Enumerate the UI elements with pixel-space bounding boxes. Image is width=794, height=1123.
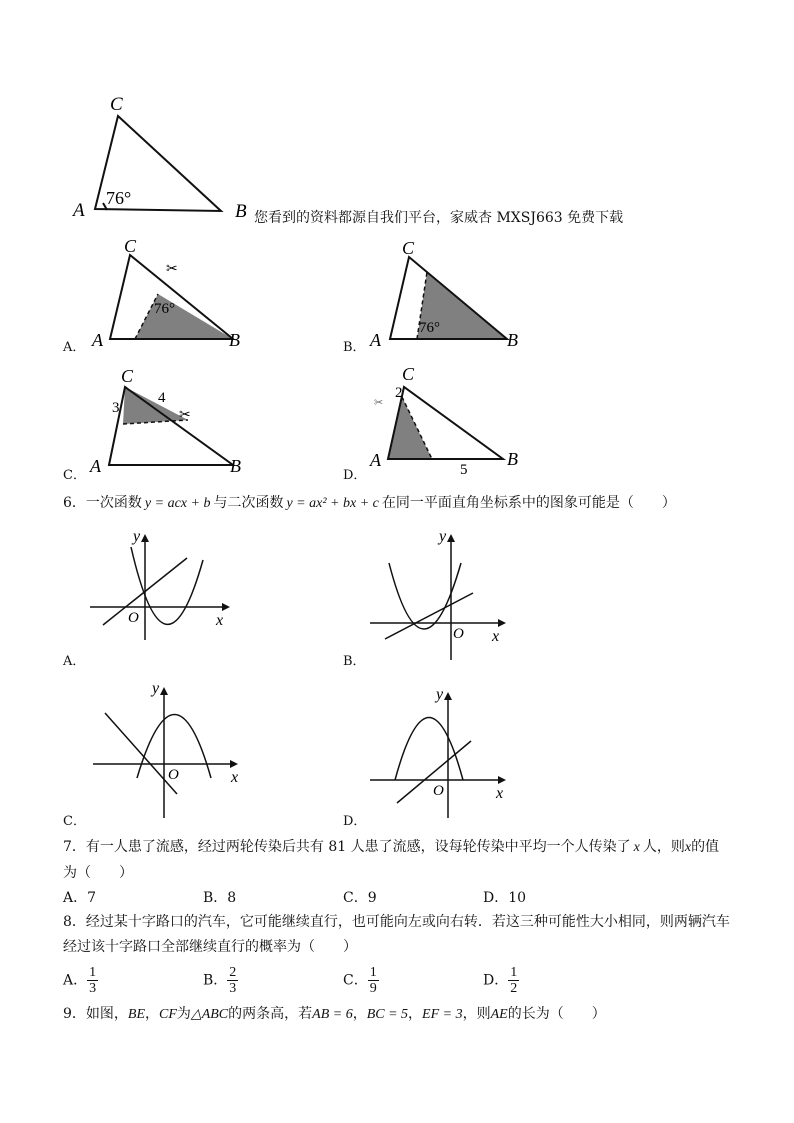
y-axis-arrow — [444, 692, 452, 700]
fraction — [368, 965, 379, 996]
q6-text-pre: 一次函数 — [85, 495, 142, 511]
vertex-b-label: B — [229, 330, 240, 350]
q5-option-d-letter: D． — [343, 468, 367, 483]
denominator: 9 — [369, 981, 377, 996]
x-axis-arrow — [498, 619, 506, 627]
q8-stem-line1: 8．经过某十字路口的汽车，它可能继续直行，也可能向左或向右转．若这三种可能性大小相同，则两辆汽车 — [63, 914, 730, 930]
q6-option-c-letter: C． — [63, 814, 86, 829]
vertex-c-label: C — [110, 94, 123, 115]
q6-stem — [63, 494, 676, 513]
q6-text-mid: 与二次函数 — [213, 495, 284, 511]
q6-quadratic-function: y = ax² + bx + c — [286, 496, 379, 511]
vertex-b-label: B — [230, 456, 241, 476]
q9-text-7: ，则 — [462, 1006, 491, 1022]
vertex-a-label: A — [370, 330, 381, 350]
q6-text-post: 在同一平面直角坐标系中的图象可能是（ ） — [381, 495, 676, 511]
q7-text-1: 7．有一人患了流感，经过两轮传染后共有 81 人患了流感，设每轮传染中平均一个人传染了 — [63, 839, 631, 855]
q9-math-be: BE — [127, 1007, 146, 1022]
denominator: 3 — [229, 981, 237, 996]
q9-stem — [63, 1005, 606, 1024]
y-label: y — [152, 680, 160, 697]
q6-option-d-letter: D． — [343, 814, 367, 829]
option-letter: B． — [203, 972, 228, 989]
origin-label: O — [128, 610, 139, 626]
denominator: 2 — [510, 981, 518, 996]
q7-option-a: A．7 — [63, 890, 97, 906]
q7-option-b: B．8 — [203, 890, 237, 906]
option-letter: D． — [483, 972, 509, 989]
numerator: 1 — [369, 965, 377, 980]
q7-stem-line1 — [63, 838, 719, 857]
scissors-icon: ✂ — [179, 408, 191, 423]
q7-text-2: 人，则 — [642, 839, 685, 855]
q8-option-b — [203, 965, 238, 996]
q9-math-bc: BC = 5 — [366, 1007, 409, 1022]
y-label: y — [133, 528, 141, 545]
numerator: 1 — [510, 965, 518, 980]
watermark-text: 您看到的资料都源自我们平台，家威杏 MXSJ663 免费下载 — [254, 210, 624, 226]
vertex-a-label: A — [370, 450, 381, 470]
q5-option-c-figure — [88, 364, 263, 479]
line — [105, 713, 177, 794]
q9-math-ae: AE — [490, 1007, 508, 1022]
origin-label: O — [453, 626, 464, 642]
angle-label: 76° — [154, 301, 175, 317]
parabola — [395, 718, 463, 781]
q6-graph-b — [365, 525, 525, 665]
x-label: x — [216, 612, 224, 629]
q7-var-x: x — [633, 840, 640, 855]
q7-text-3: 的值 — [691, 839, 720, 855]
q5-option-a-letter: A． — [63, 340, 86, 355]
side-label-2: 5 — [460, 462, 468, 478]
x-axis-arrow — [498, 776, 506, 784]
origin-label: O — [433, 783, 444, 799]
q7-stem-line2: 为（ ） — [63, 865, 133, 881]
q9-text-2: ， — [145, 1006, 160, 1022]
y-axis-arrow — [160, 687, 168, 695]
q9-math-ef: EF = 3 — [422, 1007, 463, 1022]
vertex-c-label: C — [402, 238, 415, 258]
q7-var-x-2: x — [684, 840, 692, 855]
q6-option-b-letter: B． — [343, 654, 366, 669]
origin-label: O — [168, 767, 179, 783]
q7-option-c: C．9 — [343, 890, 377, 906]
q9-text-3: 为 — [176, 1006, 191, 1022]
scissors-icon: ✂ — [374, 397, 384, 409]
vertex-a-label: A — [90, 456, 101, 476]
q9-text-6: ， — [408, 1006, 423, 1022]
header-triangle-figure — [60, 90, 260, 225]
x-label: x — [231, 769, 239, 786]
x-axis-arrow — [222, 603, 230, 611]
q7-option-d: D．10 — [483, 890, 527, 906]
y-label: y — [436, 686, 444, 703]
vertex-b-label: B — [235, 201, 247, 222]
q8-option-d — [483, 965, 519, 996]
vertex-c-label: C — [121, 366, 134, 386]
vertex-a-label: A — [92, 330, 103, 350]
q5-option-c-letter: C． — [63, 468, 86, 483]
fraction — [508, 965, 519, 996]
fraction — [87, 965, 98, 996]
side-label-1: 2 — [395, 385, 403, 401]
vertex-b-label: B — [507, 330, 518, 350]
q6-graph-a — [85, 525, 245, 645]
denominator: 3 — [89, 981, 97, 996]
option-letter: A． — [63, 972, 88, 989]
option-letter: C． — [343, 972, 368, 989]
shaded-region — [135, 294, 233, 339]
side-label-2: 4 — [158, 390, 166, 406]
q6-option-a-letter: A． — [63, 654, 86, 669]
numerator: 1 — [89, 965, 97, 980]
vertex-a-label: A — [73, 200, 85, 221]
side-label-1: 3 — [112, 400, 120, 416]
q9-math-cf: CF — [159, 1007, 177, 1022]
q5-option-b-figure — [368, 236, 533, 356]
q9-math-triangle: △ABC — [190, 1007, 229, 1022]
parabola — [131, 547, 203, 624]
q8-option-c — [343, 965, 379, 996]
q6-linear-function: y = acx + b — [144, 496, 211, 511]
q9-text-1: 9．如图， — [63, 1006, 128, 1022]
vertex-c-label: C — [402, 364, 415, 384]
q8-option-a — [63, 965, 98, 996]
q5-option-d-figure — [368, 364, 533, 479]
q9-math-ab: AB = 6 — [312, 1007, 353, 1022]
scissors-icon: ✂ — [166, 262, 178, 277]
y-axis-arrow — [141, 534, 149, 542]
angle-label: 76° — [106, 188, 132, 208]
parabola — [389, 563, 461, 629]
q6-graph-d — [365, 683, 525, 823]
numerator: 2 — [229, 965, 237, 980]
q9-text-4: 的两条高，若 — [228, 1006, 313, 1022]
y-label: y — [439, 528, 447, 545]
q5-option-a-figure — [88, 236, 263, 356]
x-label: x — [492, 628, 500, 645]
y-axis-arrow — [447, 534, 455, 542]
q9-text-8: 的长为（ ） — [507, 1006, 606, 1022]
angle-label: 76° — [419, 320, 440, 336]
fraction — [227, 965, 238, 996]
q5-option-b-letter: B． — [343, 340, 366, 355]
vertex-b-label: B — [507, 449, 518, 469]
q9-text-5: ， — [352, 1006, 367, 1022]
x-label: x — [496, 785, 504, 802]
vertex-c-label: C — [124, 236, 137, 256]
q6-number: 6． — [63, 495, 86, 511]
q8-stem-line2: 经过该十字路口全部继续直行的概率为（ ） — [63, 939, 357, 955]
x-axis-arrow — [230, 760, 238, 768]
q6-graph-c — [85, 678, 250, 823]
